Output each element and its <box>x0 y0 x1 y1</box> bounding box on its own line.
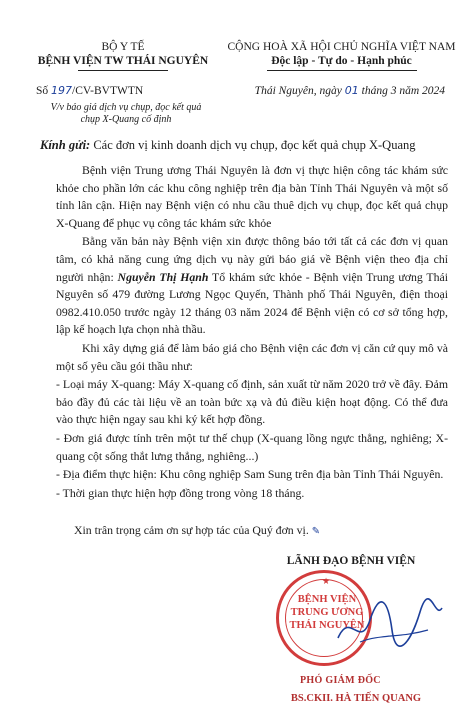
initials-mark: ✎ <box>311 526 321 537</box>
letter-body <box>56 162 448 503</box>
requirement-item: - Địa điểm thực hiện: Khu công nghiệp Sam Sung trên địa bàn Tỉnh Thái Nguyên. <box>56 467 444 482</box>
contact-person-name: Nguyễn Thị Hạnh <box>117 269 209 284</box>
date-prefix: Thái Nguyên, ngày <box>254 85 342 97</box>
document-number <box>36 84 143 97</box>
signer-role: PHÓ GIÁM ĐỐC <box>300 675 381 686</box>
issuer-block <box>20 40 226 71</box>
signature-title: LÃNH ĐẠO BỆNH VIỆN <box>286 555 416 567</box>
document-subject <box>28 102 224 126</box>
subject-line-1: V/v báo giá dịch vụ chụp, đọc kết quả <box>50 102 202 113</box>
paragraph-intro: Bệnh viện Trung ương Thái Nguyên là đơn vị thực hiện công tác khám sức khỏe cho phần lớn các khu công nghiệp trên địa bàn Tỉnh Thái Nguyên và một số tỉnh lân cận. Hiện nay Bệnh viện có nhu cầu thuê dịch vụ chụp, đọc kết quả chụp X-Quang để phục vụ công tác khám sức khỏe <box>56 163 448 230</box>
seal-line-2: TRUNG ƯƠNG <box>290 607 364 618</box>
subject-line-2: chụp X-Quang cố định <box>80 114 172 125</box>
requirement-item: - Loại máy X-quang: Máy X-quang cố định, sản xuất từ năm 2020 trở về đây. Đảm bảo đầy đủ các tài liệu về an toàn bức xạ và đủ điều kiện hoạt động. Có thể đưa vào thực hiện ngay sau khi ký kết hợp đồng. <box>56 377 448 427</box>
paragraph-requirements: Khi xây dựng giá để làm báo giá cho Bệnh viện các đơn vị căn cứ quy mô và một số yêu cầu gói thầu như: <box>56 340 448 373</box>
recipient-text: Các đơn vị kinh doanh dịch vụ chụp, đọc kết quả chụp X-Quang <box>93 138 416 152</box>
closing-line <box>74 523 320 538</box>
doc-number-handwritten: 197 <box>51 84 73 97</box>
date-rest: tháng 3 năm 2024 <box>361 85 445 97</box>
request-text-b: Tổ khám sức khỏe - Bệnh viện Trung ương Thái Nguyên số 479 đường Lương Ngọc Quyến, Thành phố Thái Nguyên, điện thoại 0982.410.050 trước ngày 12 tháng 03 năm 2024 để Bệnh viện có cơ sở tổng hợp, lập kế hoạch lựa chọn nhà thầu. <box>56 269 448 337</box>
hospital-name: BỆNH VIỆN TW THÁI NGUYÊN <box>37 55 209 67</box>
issuer-underline <box>78 70 168 71</box>
seal-line-3: THÁI NGUYÊN <box>289 620 365 631</box>
ministry-name: BỘ Y TẾ <box>101 41 145 53</box>
closing-text: Xin trân trọng cảm ơn sự hợp tác của Quý đơn vị. <box>74 523 309 537</box>
requirement-item: - Thời gian thực hiện hợp đồng trong vòng 18 tháng. <box>56 485 305 500</box>
national-heading <box>214 40 469 71</box>
seal-line-1: BỆNH VIỆN <box>297 594 357 605</box>
recipient-label: Kính gửi: <box>40 138 91 152</box>
doc-number-suffix: /CV-BVTWTN <box>72 85 144 97</box>
doc-number-prefix: Số <box>36 85 49 97</box>
requirement-item: - Đơn giá được tính trên một tư thế chụp (X-quang lồng ngực thẳng, nghiêng; X-quang cột sống thắt lưng thẳng, nghiêng...) <box>56 430 448 463</box>
motto-underline <box>267 70 417 71</box>
seal-star-icon: ★ <box>322 576 331 586</box>
handwritten-signature <box>330 590 450 660</box>
recipient-line <box>40 138 416 153</box>
paragraph-request <box>56 233 448 339</box>
country-name: CỘNG HOÀ XÃ HỘI CHỦ NGHĨA VIỆT NAM <box>227 41 456 53</box>
national-motto: Độc lập - Tự do - Hạnh phúc <box>271 55 412 67</box>
request-text-a: Bằng văn bản này Bệnh viện xin được thông báo tới tất cả các đơn vị quan tâm, có khả năng cung ứng dịch vụ này gửi báo giá về Bệnh viện theo địa chỉ người nhận: <box>56 234 448 284</box>
signer-name: BS.CKII. HÀ TIẾN QUANG <box>290 693 422 704</box>
date-line <box>230 84 445 97</box>
date-day-handwritten: 01 <box>344 84 359 97</box>
